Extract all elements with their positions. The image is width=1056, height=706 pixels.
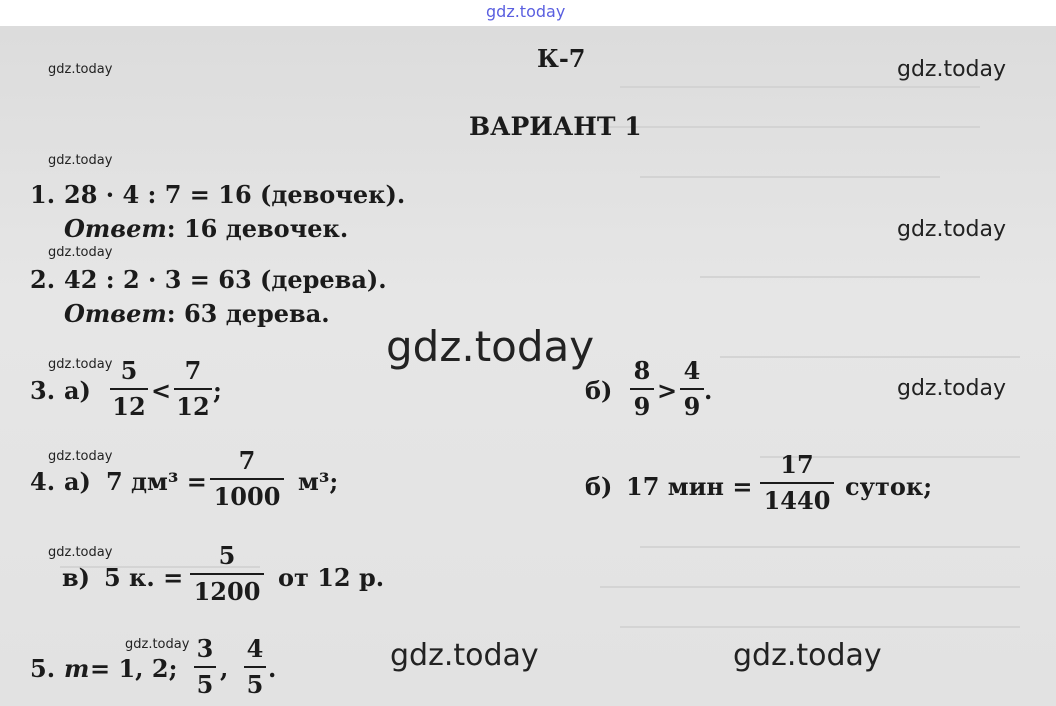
from-amount: от 12 р. (278, 563, 385, 592)
problem-5-number: 5. (30, 654, 56, 683)
answer-label: Ответ (64, 214, 167, 243)
watermark: gdz.today (897, 57, 1007, 82)
period: . (268, 654, 277, 683)
part-a-label: а) (64, 376, 91, 405)
watermark: gdz.today (390, 638, 539, 673)
problem-2-answer (64, 299, 330, 328)
problem-1-expression: 28 · 4 : 7 = 16 (девочек). (64, 180, 406, 209)
unit-days: суток; (845, 472, 933, 501)
watermark-large: gdz.today (386, 322, 595, 371)
problem-4-number: 4. (30, 467, 56, 496)
part-c-label: в) (62, 563, 91, 592)
variant-title: ВАРИАНТ 1 (469, 112, 642, 141)
time-expression: 17 мин = (626, 472, 753, 501)
fraction: 4 9 (680, 358, 704, 420)
money-expression: 5 к. = (104, 563, 184, 592)
part-b-label: б) (585, 376, 613, 405)
fraction: 7 12 (174, 358, 212, 420)
watermark: gdz.today (897, 217, 1007, 242)
values-list: = 1, 2; (90, 654, 178, 683)
greater-than-sign: > (657, 376, 678, 405)
part-b-label: б) (585, 472, 613, 501)
watermark: gdz.today (733, 638, 882, 673)
page-code: К-7 (537, 44, 586, 73)
period: . (704, 376, 713, 405)
watermark: gdz.today (48, 449, 113, 464)
watermark: gdz.today (48, 357, 113, 372)
fraction: 3 5 (194, 636, 216, 698)
fraction: 7 1000 (210, 448, 284, 510)
problem-1-answer (64, 214, 348, 243)
watermark: gdz.today (897, 376, 1007, 401)
fraction: 5 1200 (190, 543, 264, 605)
less-than-sign: < (151, 376, 172, 405)
fraction: 4 5 (244, 636, 266, 698)
watermark: gdz.today (48, 545, 113, 560)
watermark: gdz.today (125, 637, 190, 652)
semicolon: ; (213, 376, 222, 405)
watermark-top: gdz.today (486, 2, 566, 21)
watermark: gdz.today (48, 245, 113, 260)
fraction: 8 9 (630, 358, 654, 420)
watermark: gdz.today (48, 62, 113, 77)
problem-3-number: 3. (30, 376, 56, 405)
problem-2-expression: 42 : 2 · 3 = 63 (дерева). (64, 265, 387, 294)
comma: , (220, 654, 229, 683)
answer-label: Ответ (64, 299, 167, 328)
fraction: 17 1440 (760, 452, 834, 514)
problem-2-number: 2. (30, 265, 56, 294)
volume-expression: 7 дм³ = (106, 467, 207, 496)
answer-value: : 16 девочек. (166, 214, 349, 243)
problem-1-number: 1. (30, 180, 56, 209)
part-a-label: а) (64, 467, 91, 496)
watermark: gdz.today (48, 153, 113, 168)
variable-m: m (64, 654, 90, 683)
unit-cubic-meter: м³; (298, 467, 339, 496)
answer-value: : 63 дерева. (166, 299, 330, 328)
fraction: 5 12 (110, 358, 148, 420)
